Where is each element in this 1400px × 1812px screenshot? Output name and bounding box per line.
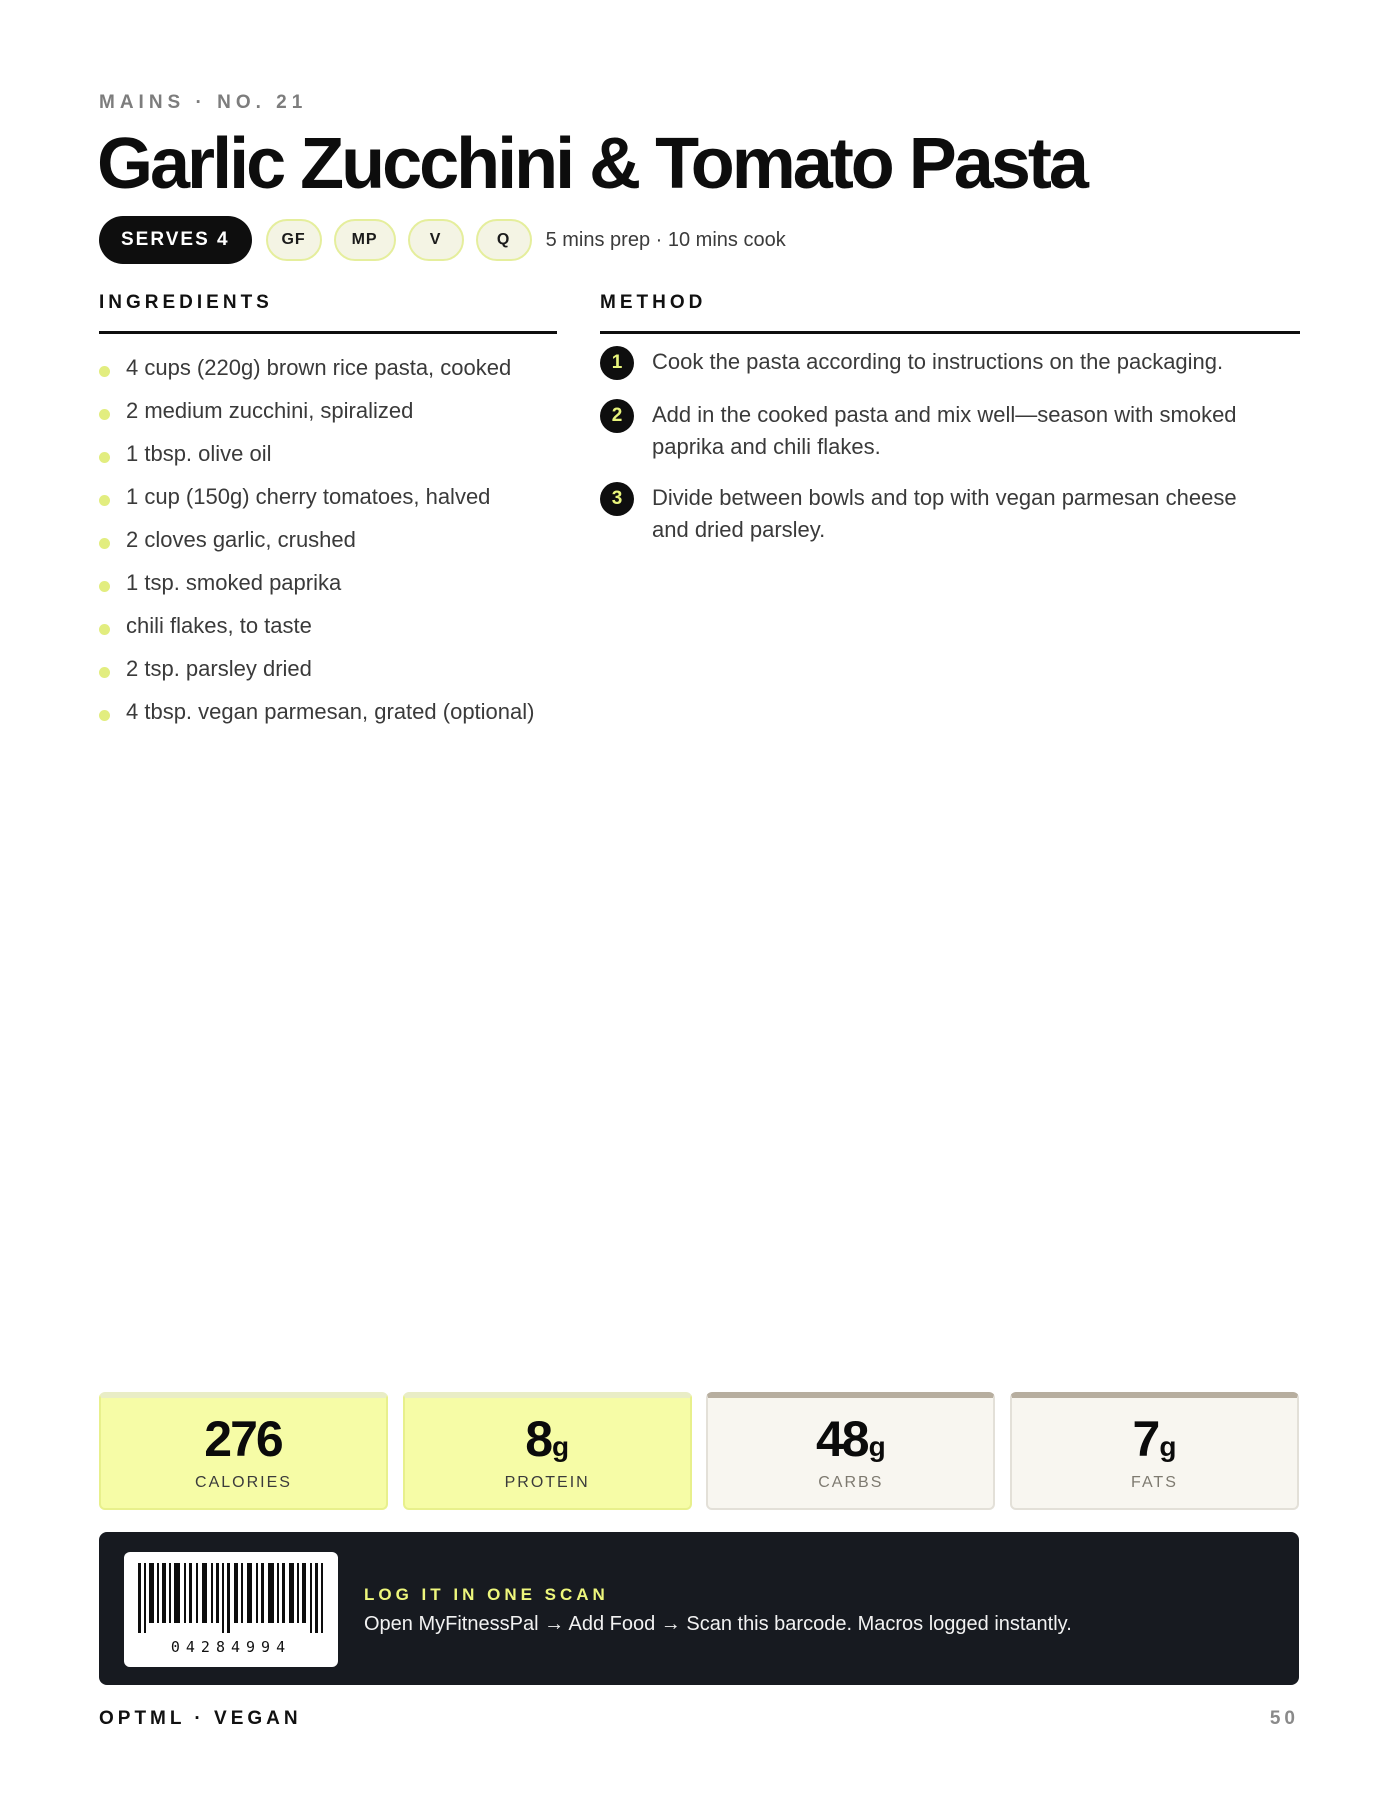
barcode-card[interactable] [124, 1552, 338, 1667]
ingredient-text: 1 cup (150g) cherry tomatoes, halved [126, 483, 491, 509]
category-eyebrow: MAINS · NO. 21 [99, 92, 308, 113]
macro-label: CALORIES [195, 1474, 292, 1491]
bullet-dot-icon [99, 495, 110, 506]
macro-value [815, 1411, 886, 1467]
macro-card-carbs [706, 1392, 995, 1510]
ingredient-text: 2 tsp. parsley dried [126, 655, 312, 681]
list-item [99, 561, 569, 604]
ingredient-text: 1 tbsp. olive oil [126, 440, 272, 466]
tag-row [99, 216, 786, 264]
macro-card-calories [99, 1392, 388, 1510]
barcode-number: 04284994 [170, 1638, 292, 1656]
macro-label: FATS [1131, 1474, 1178, 1491]
serves-pill: SERVES 4 [99, 216, 252, 264]
macro-unit: g [552, 1431, 570, 1462]
macro-value [525, 1411, 570, 1467]
step-number-badge: 2 [600, 399, 634, 433]
bullet-dot-icon [99, 581, 110, 592]
scan-banner [99, 1532, 1299, 1685]
step-number-badge: 3 [600, 482, 634, 516]
bullet-dot-icon [99, 538, 110, 549]
macro-unit: g [1159, 1431, 1177, 1462]
macro-value [204, 1411, 282, 1467]
ingredient-text: 1 tsp. smoked paprika [126, 569, 342, 595]
method-step [600, 399, 1300, 463]
ingredient-text: 4 cups (220g) brown rice pasta, cooked [126, 354, 512, 380]
barcode-icon [136, 1563, 326, 1633]
diet-badge-mp: MP [334, 219, 396, 261]
list-item [99, 475, 569, 518]
diet-badge-q: Q [476, 219, 532, 261]
bullet-dot-icon [99, 409, 110, 420]
page-title: Garlic Zucchini & Tomato Pasta [97, 124, 1086, 204]
macro-number: 8 [525, 1411, 551, 1467]
macro-number: 7 [1132, 1411, 1159, 1467]
bullet-dot-icon [99, 667, 110, 678]
method-heading: METHOD [600, 292, 707, 313]
macro-value [1132, 1411, 1177, 1467]
bullet-dot-icon [99, 624, 110, 635]
list-item [99, 389, 569, 432]
ingredients-list [99, 346, 569, 733]
macro-card-fats [1010, 1392, 1299, 1510]
method-divider [600, 331, 1300, 334]
step-number-badge: 1 [600, 346, 634, 380]
list-item [99, 690, 569, 733]
ingredients-divider [99, 331, 557, 334]
macro-number: 48 [815, 1411, 868, 1467]
list-item [99, 432, 569, 475]
macro-number: 276 [204, 1411, 282, 1467]
macro-label: PROTEIN [504, 1474, 590, 1491]
bullet-dot-icon [99, 710, 110, 721]
page-number: 50 [1269, 1708, 1299, 1729]
ingredient-text: 2 medium zucchini, spiralized [126, 397, 414, 423]
scan-instructions: Open MyFitnessPal → Add Food → Scan this barcode. Macros logged instantly. [364, 1613, 1072, 1635]
macro-card-protein [403, 1392, 692, 1510]
method-steps [600, 346, 1300, 565]
method-step [600, 482, 1300, 546]
footer-brand: OPTML · VEGAN [99, 1708, 302, 1729]
macro-label: CARBS [818, 1474, 884, 1491]
scan-heading: LOG IT IN ONE SCAN [364, 1585, 609, 1604]
list-item [99, 647, 569, 690]
bullet-dot-icon [99, 452, 110, 463]
ingredient-text: 2 cloves garlic, crushed [126, 526, 356, 552]
diet-badge-v: V [408, 219, 464, 261]
ingredient-text: chili flakes, to taste [126, 612, 312, 638]
macro-panel [99, 1392, 1299, 1510]
ingredients-heading: INGREDIENTS [99, 292, 273, 313]
list-item [99, 604, 569, 647]
list-item [99, 518, 569, 561]
bullet-dot-icon [99, 366, 110, 377]
macro-unit: g [868, 1431, 886, 1462]
step-text: Divide between bowls and top with vegan parmesan cheese and dried parsley. [652, 485, 1237, 542]
diet-badge-gf: GF [266, 219, 322, 261]
step-text: Cook the pasta according to instructions on the packaging. [652, 349, 1224, 374]
method-step [600, 346, 1300, 380]
ingredient-text: 4 tbsp. vegan parmesan, grated (optional) [126, 698, 535, 724]
timing-text: 5 mins prep · 10 mins cook [545, 228, 786, 251]
step-text: Add in the cooked pasta and mix well—season with smoked paprika and chili flakes. [652, 402, 1237, 459]
list-item [99, 346, 569, 389]
